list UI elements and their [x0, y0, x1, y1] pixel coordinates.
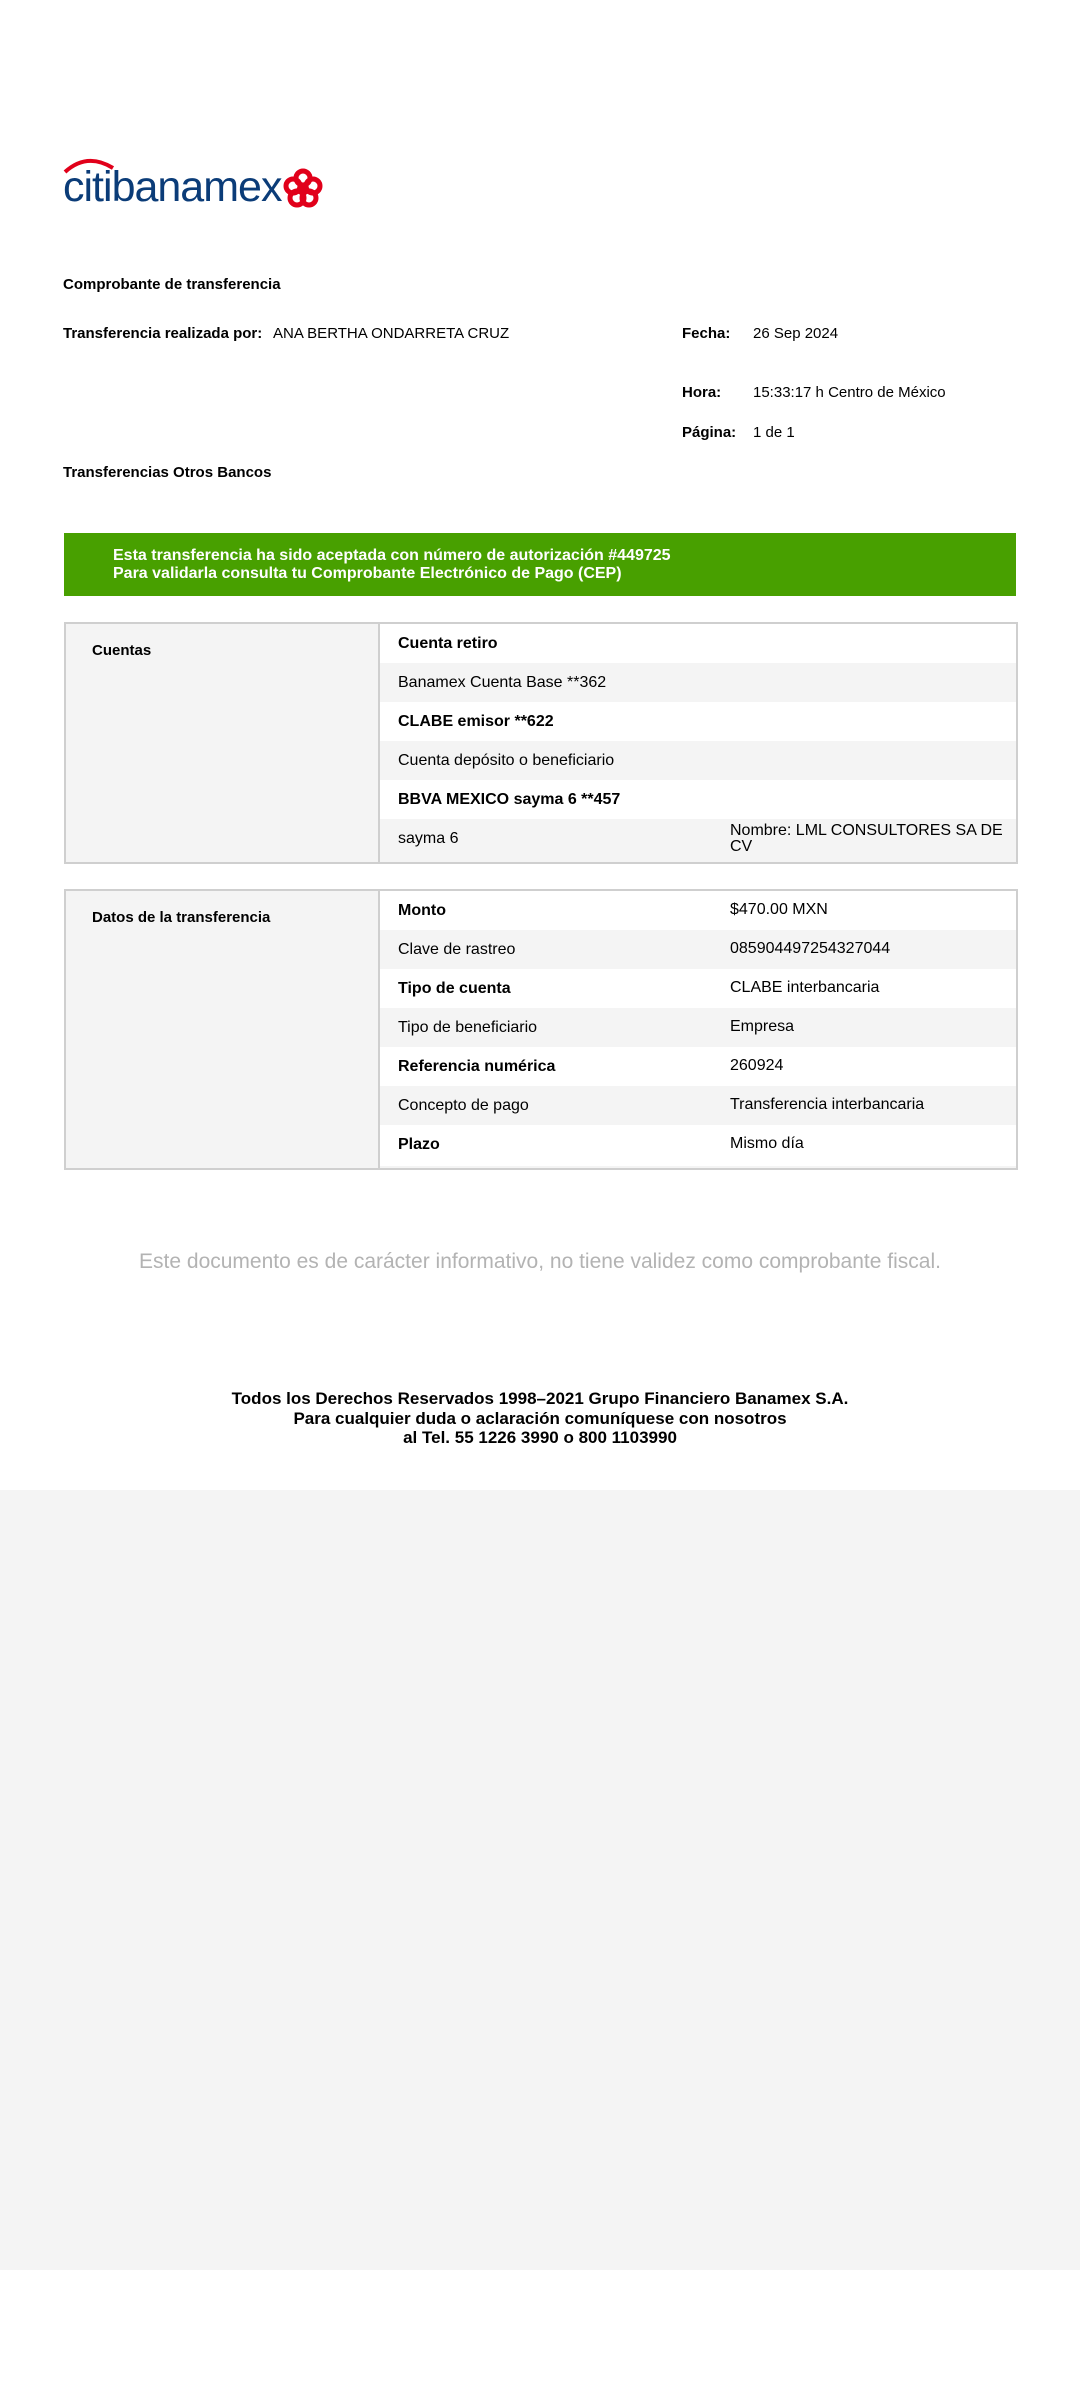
citibanamex-logo: [63, 158, 323, 211]
footer-line-1: Todos los Derechos Reservados 1998–2021 Grupo Financiero Banamex S.A.: [231, 1389, 849, 1408]
row-label: BBVA MEXICO sayma 6 **457: [398, 791, 621, 808]
row-value: Mismo día: [730, 1135, 804, 1152]
row-label: CLABE emisor **622: [398, 713, 554, 730]
row-value: Transferencia interbancaria: [730, 1096, 925, 1113]
transfer-data-table: [64, 889, 1018, 1170]
datos-title: Datos de la transferencia: [92, 909, 271, 926]
row-value: Empresa: [730, 1018, 795, 1035]
table-row: [380, 1047, 1016, 1086]
beneficiary-name: Nombre: LML CONSULTORES SA DE CV: [730, 822, 1003, 855]
cuentas-table: [64, 622, 1018, 864]
banner-line-1: Esta transferencia ha sido aceptada con número de autorización #449725: [113, 547, 671, 564]
row-label: Cuenta retiro: [398, 635, 498, 652]
disclaimer-text: Este documento es de carácter informativo, no tiene validez como comprobante fiscal.: [139, 1250, 941, 1273]
row-label: Clave de rastreo: [398, 941, 516, 958]
table-row: [380, 780, 1016, 819]
background-panel: [0, 1490, 1080, 2270]
row-value: 085904497254327044: [730, 940, 891, 957]
footer-line-2: Para cualquier duda o aclaración comuníquese con nosotros: [293, 1409, 787, 1428]
table-row: [380, 1125, 1016, 1166]
made-by-label: Transferencia realizada por:: [63, 325, 263, 342]
document-title: Comprobante de transferencia: [63, 276, 281, 293]
table-row: [380, 702, 1016, 741]
table-row: [380, 819, 1016, 860]
banner-line-2: Para validarla consulta tu Comprobante Electrónico de Pago (CEP): [113, 565, 622, 582]
page-value: 1 de 1: [753, 424, 795, 441]
table-row: [380, 624, 1016, 663]
row-value: 260924: [730, 1057, 784, 1074]
row-label: Plazo: [398, 1136, 440, 1153]
citi-arc-icon: [63, 154, 121, 174]
row-label: Concepto de pago: [398, 1097, 529, 1114]
row-label: Banamex Cuenta Base **362: [398, 674, 607, 691]
section-title: Transferencias Otros Bancos: [63, 464, 272, 481]
table-row: [380, 1008, 1016, 1047]
time-value: 15:33:17 h Centro de México: [753, 384, 946, 401]
logo-banamex-text: banamex: [111, 163, 282, 211]
datos-header-cell: [66, 891, 380, 1168]
time-label: Hora:: [682, 384, 722, 401]
table-row: [380, 891, 1016, 930]
table-row: [380, 741, 1016, 780]
made-by-value: ANA BERTHA ONDARRETA CRUZ: [273, 325, 510, 342]
row-label: Monto: [398, 902, 446, 919]
table-row: [380, 1086, 1016, 1125]
table-row: [380, 969, 1016, 1008]
footer-line-3: al Tel. 55 1226 3990 o 800 1103990: [403, 1428, 677, 1447]
cuentas-header-cell: [66, 624, 380, 862]
table-row: [380, 930, 1016, 969]
row-label: Referencia numérica: [398, 1058, 556, 1075]
cuentas-title: Cuentas: [92, 642, 152, 659]
date-value: 26 Sep 2024: [753, 325, 839, 342]
row-label: Cuenta depósito o beneficiario: [398, 752, 615, 769]
logo-citi-text: citi: [63, 163, 112, 211]
table-row: [380, 663, 1016, 702]
row-label: Tipo de cuenta: [398, 980, 511, 997]
row-value: CLABE interbancaria: [730, 979, 880, 996]
row-value: $470.00 MXN: [730, 901, 828, 918]
date-label: Fecha:: [682, 325, 731, 342]
page-label: Página:: [682, 424, 737, 441]
row-label: sayma 6: [398, 830, 459, 847]
banamex-flower-icon: [283, 168, 323, 208]
authorization-banner: [64, 533, 1016, 596]
row-label: Tipo de beneficiario: [398, 1019, 538, 1036]
